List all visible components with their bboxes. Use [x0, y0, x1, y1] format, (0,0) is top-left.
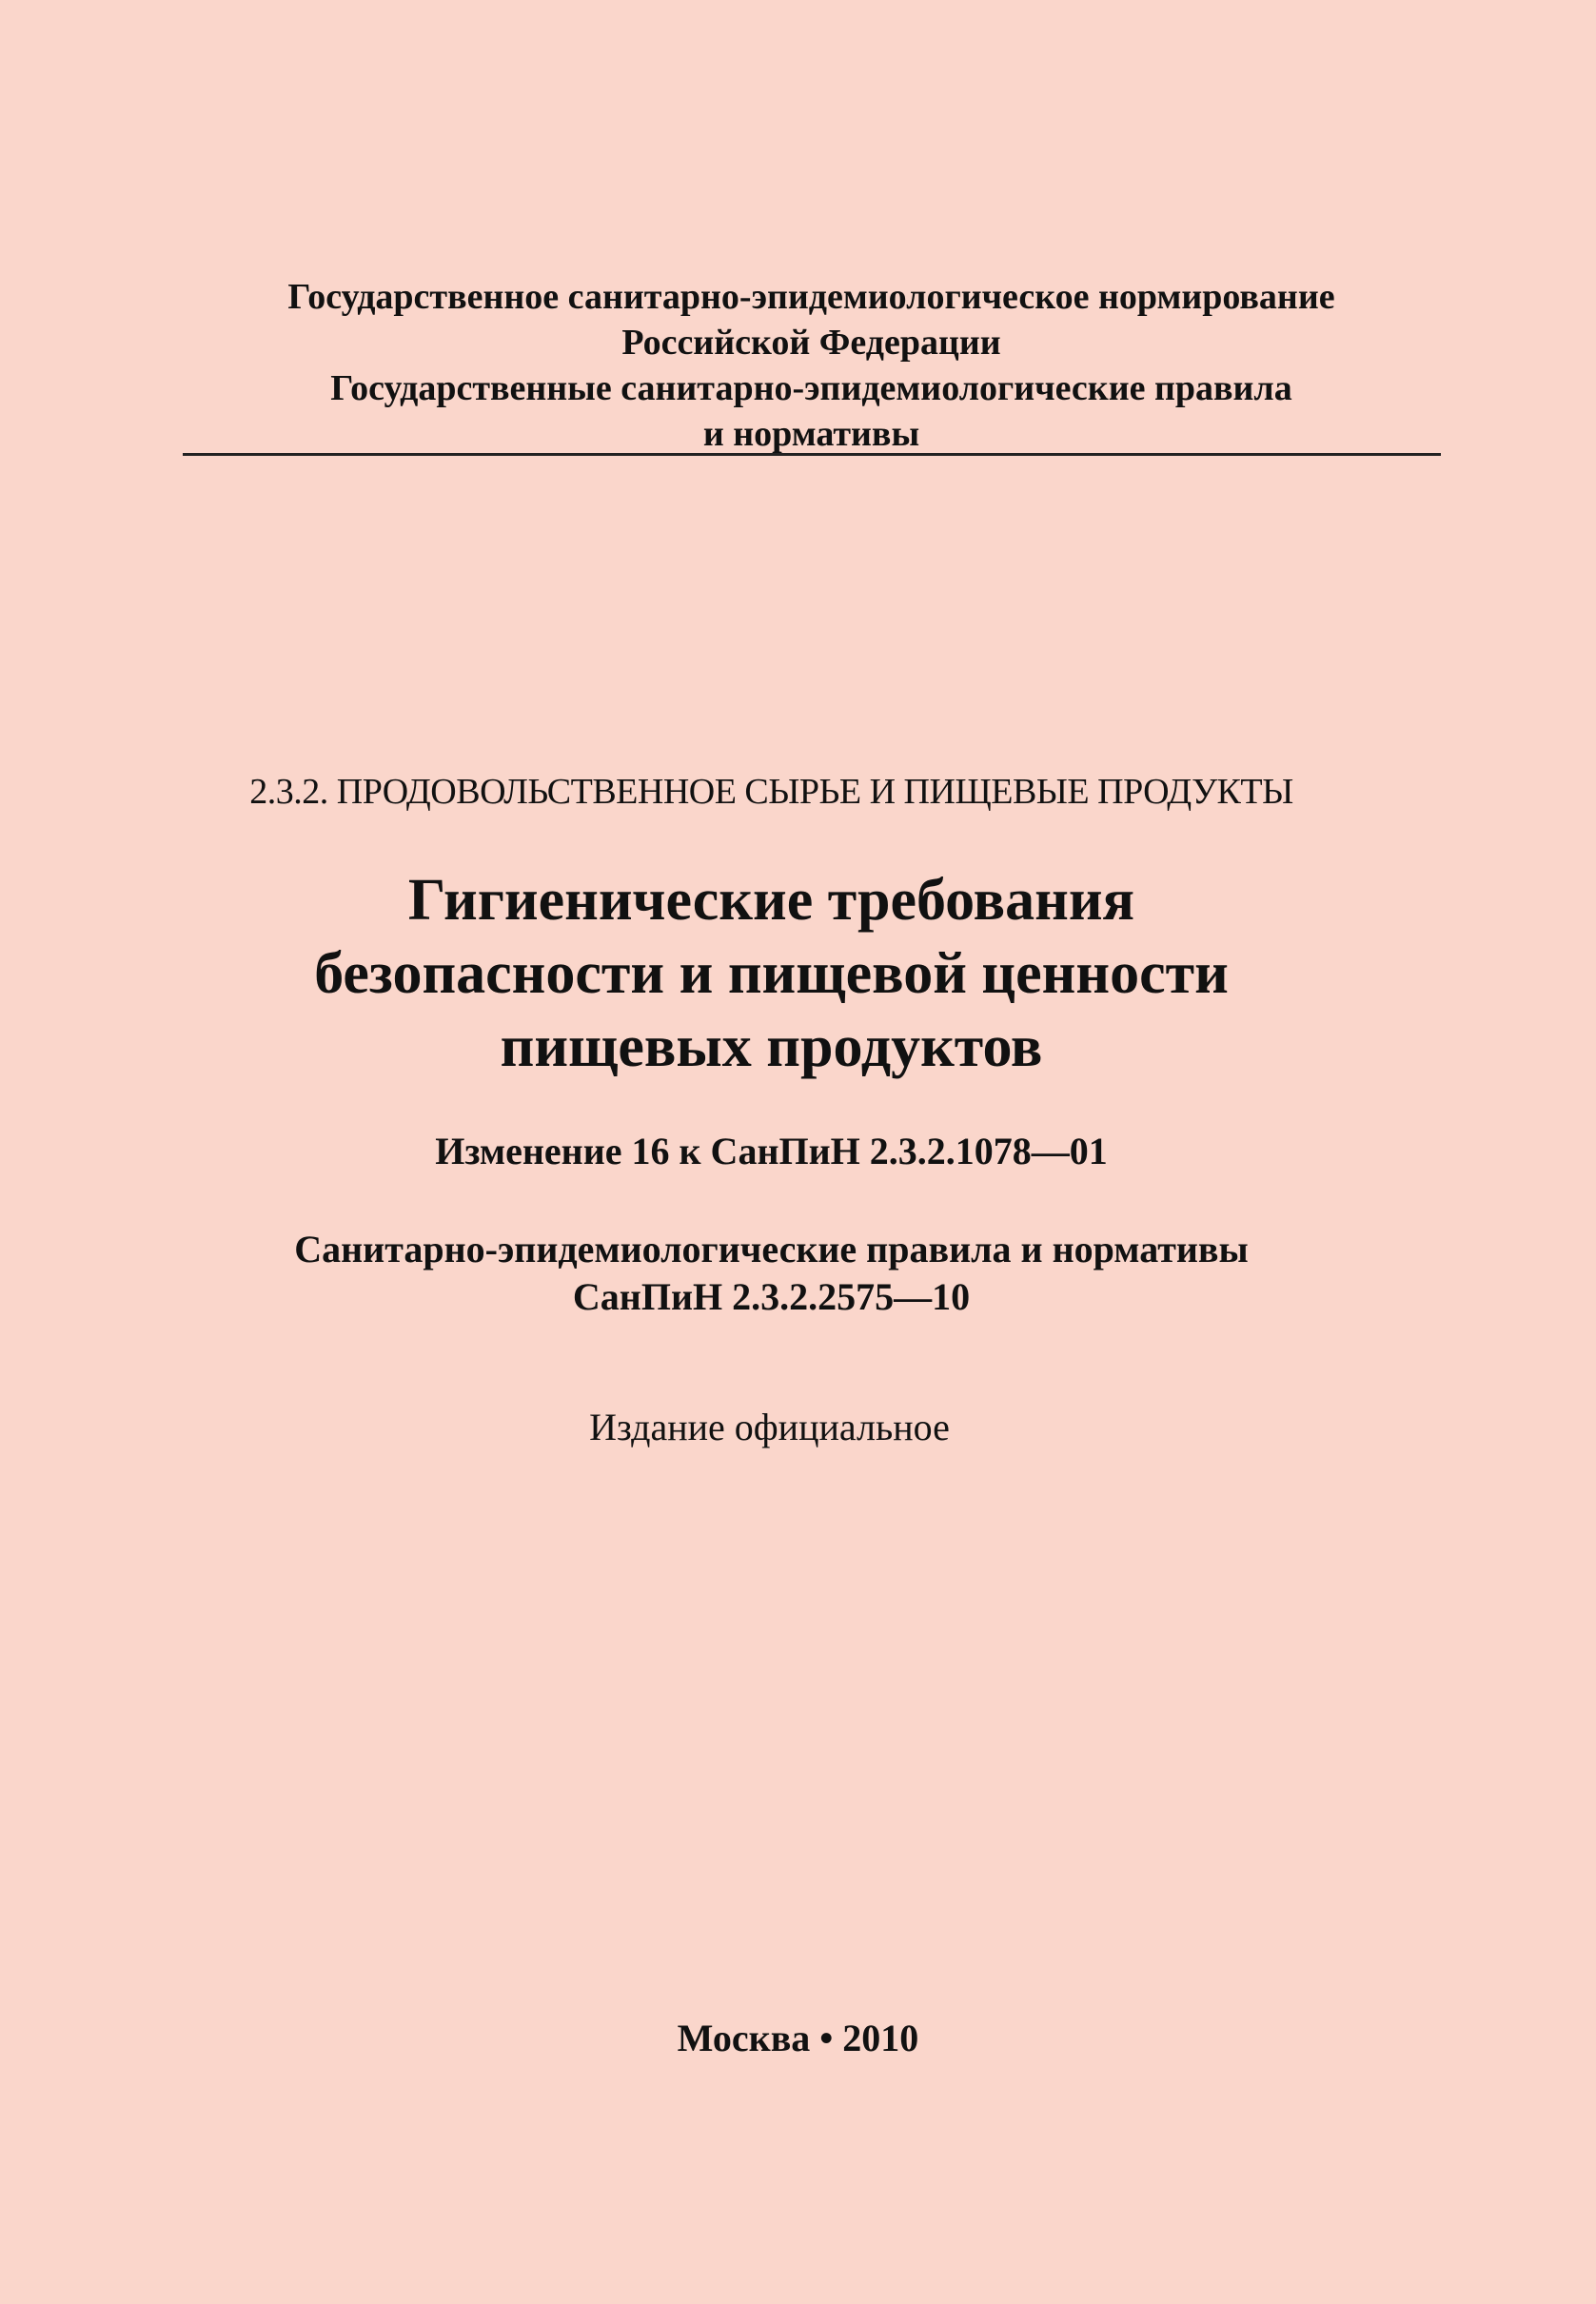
title-line-2: безопасности и пищевой ценности	[314, 941, 1229, 1006]
imprint-text: Москва • 2010	[677, 2017, 919, 2059]
header-line-4: и нормативы	[702, 414, 920, 454]
rules-designation	[0, 1226, 1596, 1321]
header-divider	[183, 453, 1441, 456]
section-heading	[0, 771, 1596, 813]
amendment-line	[0, 1129, 1596, 1173]
publication-imprint	[0, 2016, 1596, 2060]
edition-text: Издание официальное	[589, 1406, 950, 1448]
document-title	[0, 864, 1596, 1084]
header-line-1: Государственное санитарно-эпидемиологическое нормирование	[287, 277, 1335, 317]
title-line-3: пищевых продуктов	[500, 1014, 1043, 1079]
amendment-text: Изменение 16 к СанПиН 2.3.2.1078—01	[435, 1130, 1108, 1172]
rules-line-2: СанПиН 2.3.2.2575—10	[572, 1275, 971, 1318]
section-heading-text: 2.3.2. ПРОДОВОЛЬСТВЕННОЕ СЫРЬЕ И ПИЩЕВЫЕ ПРОДУКТЫ	[249, 772, 1293, 812]
edition-note	[0, 1405, 1596, 1449]
header-line-3: Государственные санитарно-эпидемиологические правила	[330, 368, 1292, 408]
header-line-2: Российской Федерации	[621, 323, 1001, 363]
title-line-1: Гигиенические требования	[407, 868, 1135, 933]
rules-line-1: Санитарно-эпидемиологические правила и нормативы	[294, 1228, 1249, 1270]
issuer-header	[181, 274, 1442, 457]
